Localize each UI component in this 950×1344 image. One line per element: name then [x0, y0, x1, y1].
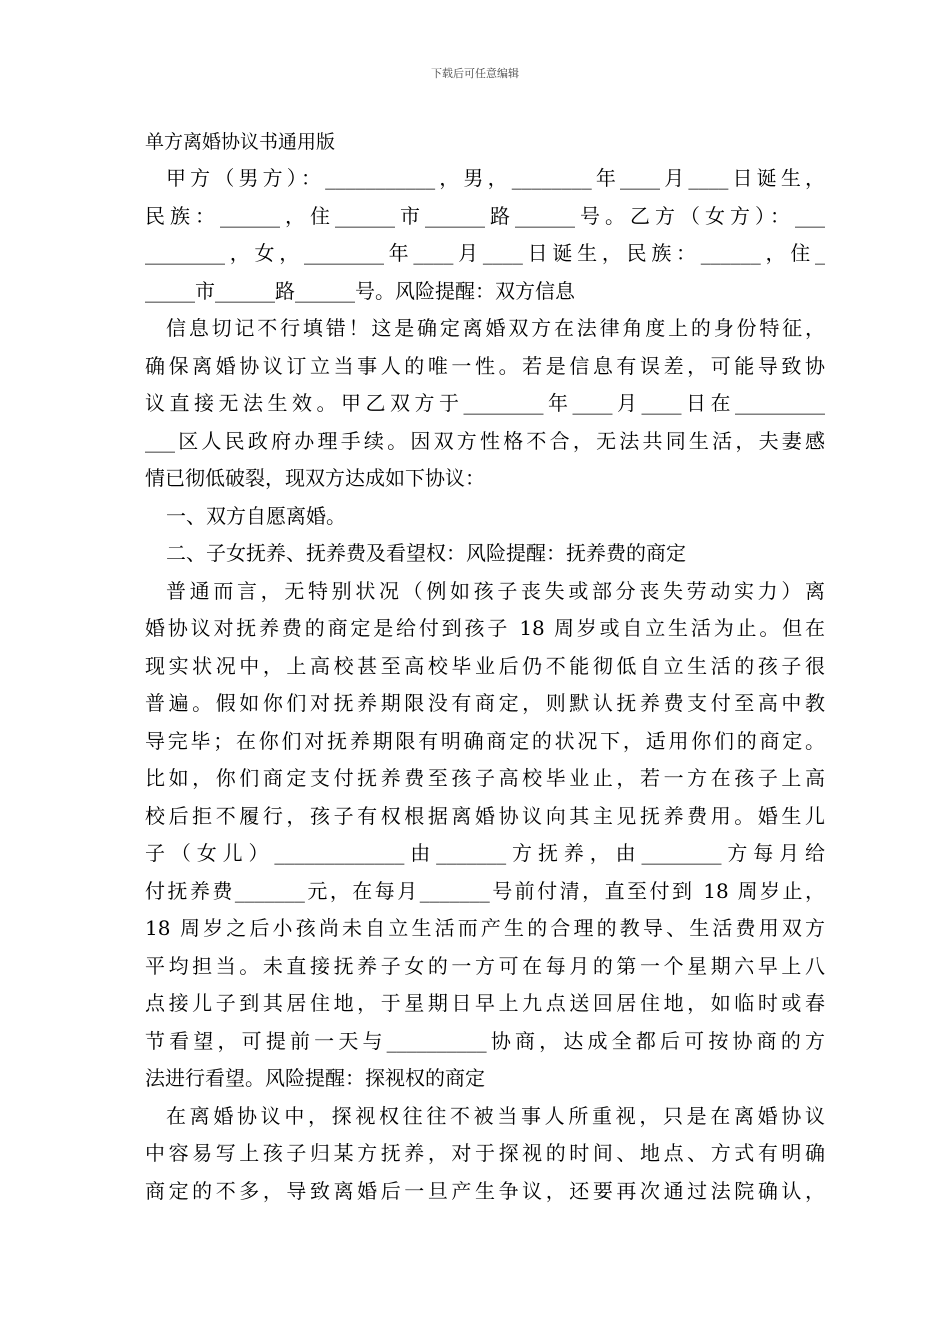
text-line: 一、双方自愿离婚。 — [166, 503, 346, 528]
text-line: 商定的不多，导致离婚后一旦产生争议，还要再次通过法院确认， — [145, 1178, 825, 1203]
text-line: ___区人民政府办理手续。因双方性格不合，无法共同生活，夫妻感 — [145, 428, 825, 453]
text-line: 中容易写上孩子归某方抚养，对于探视的时间、地点、方式有明确 — [145, 1141, 825, 1165]
text-line: 比如，你们商定支付抚养费至孩子高校毕业止，若一方在孩子上高 — [145, 766, 825, 790]
text-line: 普通而言，无特别状况（例如孩子丧失或部分丧失劳动实力）离 — [166, 578, 825, 603]
text-line: 点接儿子到其居住地，于星期日早上九点送回居住地，如临时或春 — [145, 991, 825, 1015]
text-line: 导完毕；在你们对抚养期限有明确商定的状况下，适用你们的商定。 — [145, 728, 825, 753]
text-line: 婚协议对抚养费的商定是给付到孩子 18 周岁或自立生活为止。但在 — [145, 616, 825, 640]
document-title: 单方离婚协议书通用版 — [145, 131, 336, 153]
text-line: 平均担当。未直接抚养子女的一方可在每月的第一个星期六早上八 — [145, 953, 825, 978]
text-line: 确保离婚协议订立当事人的唯一性。若是信息有误差，可能导致协 — [145, 353, 825, 378]
text-line: 付抚养费_______元，在每月_______号前付清，直至付到 18 周岁止， — [145, 878, 825, 903]
text-line: 子（女儿）_____________由_______方抚养，由________方每月给 — [145, 841, 825, 865]
text-line: 议直接无法生效。甲乙双方于________年____月____日在_________ — [145, 391, 825, 415]
text-line: 甲方（男方）：___________，男，________年____月____日诞生， — [166, 166, 825, 190]
document-body — [145, 124, 825, 1210]
text-line: 节看望，可提前一天与__________协商，达成全都后可按协商的方 — [145, 1028, 825, 1053]
text-line: 二、子女抚养、抚养费及看望权：风险提醒：抚养费的商定 — [166, 541, 686, 565]
text-line: _____市______路______号。风险提醒：双方信息 — [145, 278, 575, 303]
text-line: 现实状况中，上高校甚至高校毕业后仍不能彻低自立生活的孩子很 — [145, 653, 825, 678]
text-line: 18 周岁之后小孩尚未自立生活而产生的合理的教导、生活费用双方 — [145, 916, 825, 940]
text-line: 情已彻低破裂，现双方达成如下协议： — [145, 466, 485, 490]
text-line: 在离婚协议中，探视权往往不被当事人所重视，只是在离婚协议 — [166, 1103, 825, 1128]
text-line: 民族：______，住______市______路______号。乙方（女方）：___ — [145, 203, 825, 228]
text-line: ________，女，________年____月____日诞生，民族：______，住_ — [145, 241, 825, 265]
text-line: 法进行看望。风险提醒：探视权的商定 — [145, 1066, 485, 1090]
text-line: 校后拒不履行，孩子有权根据离婚协议向其主见抚养费用。婚生儿 — [145, 803, 825, 828]
text-line: 普遍。假如你们对抚养期限没有商定，则默认抚养费支付至高中教 — [145, 691, 825, 715]
text-line: 信息切记不行填错！这是确定离婚双方在法律角度上的身份特征， — [166, 316, 825, 340]
page-header: 下载后可任意编辑 — [431, 67, 519, 80]
